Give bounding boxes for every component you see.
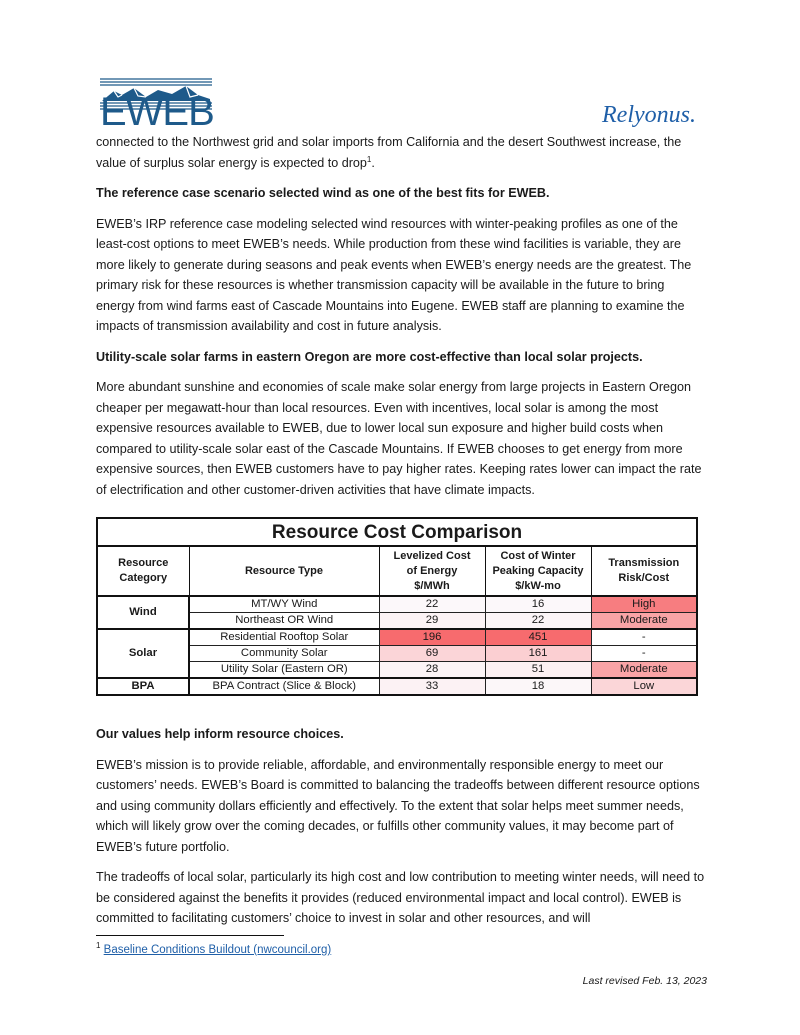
category-cell: Wind [97, 596, 189, 629]
header-category: Resource Category [97, 546, 189, 596]
section-paragraph-solar: More abundant sunshine and economies of scale make solar energy from large projects in Eastern Oregon cheaper per megawatt-hour than local resources. Even with incentives, local solar is among the most expensive resources available to EWEB, due to lower local sun exposure and higher build costs when compared to utility-scale solar east of the Cascade Mountains. If EWEB chooses to get energy from more expensive sources, then EWEB customers have to pay higher rates. Keeping rates lower can impact the rate of electrification and other customer-driven activities that have climate impacts. [96, 380, 702, 497]
section-heading-values: Our values help inform resource choices. [96, 727, 344, 741]
table-row [97, 629, 697, 646]
eweb-logo-text: EWEB [100, 90, 214, 134]
table-body [97, 596, 697, 695]
table-row [97, 596, 697, 613]
winter-capacity-cell: 16 [485, 596, 591, 613]
last-revised-footer: Last revised Feb. 13, 2023 [582, 975, 707, 987]
footnote-marker: 1 [96, 941, 101, 951]
lcoe-cell: 196 [379, 629, 485, 646]
lcoe-cell: 69 [379, 646, 485, 662]
winter-capacity-cell: 18 [485, 678, 591, 695]
lcoe-cell: 29 [379, 613, 485, 630]
resource-cost-table [96, 517, 698, 696]
winter-capacity-cell: 161 [485, 646, 591, 662]
resource-type-cell: BPA Contract (Slice & Block) [189, 678, 379, 695]
intro-paragraph: connected to the Northwest grid and solar imports from California and the desert Southwest increase, the value of surplus solar energy is expected to drop$^1$. [96, 135, 682, 170]
section-paragraph-values-1: EWEB’s mission is to provide reliable, affordable, and environmentally responsible energy to meet our customers’ needs. EWEB’s Board is committed to balancing the tradeoffs between different resource options and using community dollars efficiently and effectively. To the extent that solar helps meet summer needs, which will likely grow over the coming decades, or fulfills other community values, it may become part of EWEB’s future portfolio. [96, 757, 700, 854]
winter-capacity-cell: 51 [485, 662, 591, 679]
winter-capacity-cell: 22 [485, 613, 591, 630]
resource-cost-table-wrap [96, 517, 706, 696]
transmission-risk-cell: - [591, 646, 697, 662]
transmission-risk-cell: High [591, 596, 697, 613]
transmission-risk-cell: Low [591, 678, 697, 695]
table-title: Resource Cost Comparison [97, 518, 697, 546]
footnote-divider [96, 935, 284, 936]
transmission-risk-cell: Moderate [591, 662, 697, 679]
document-body [96, 132, 706, 939]
footnote-ref[interactable]: 1 [366, 154, 372, 164]
category-cell: Solar [97, 629, 189, 678]
footnote-link[interactable]: Baseline Conditions Buildout (nwcouncil.org) [103, 944, 332, 956]
resource-type-cell: Utility Solar (Eastern OR) [189, 662, 379, 679]
lcoe-cell: 22 [379, 596, 485, 613]
section-heading-solar: Utility-scale solar farms in eastern Oregon are more cost-effective than local solar projects. [96, 349, 643, 364]
winter-capacity-cell: 451 [485, 629, 591, 646]
resource-type-cell: Residential Rooftop Solar [189, 629, 379, 646]
resource-type-cell: MT/WY Wind [189, 596, 379, 613]
header-lcoe: Levelized Cost of Energy $/MWh [379, 546, 485, 596]
table-row [97, 678, 697, 695]
header-winter: Cost of Winter Peaking Capacity $/kW-mo [485, 546, 591, 596]
transmission-risk-cell: - [591, 629, 697, 646]
category-cell: BPA [97, 678, 189, 695]
tagline-rely-on-us: Relyonus. [602, 102, 696, 128]
footnote [96, 941, 332, 956]
section-paragraph-values-2: The tradeoffs of local solar, particularly its high cost and low contribution to meeting winter needs, will need to be considered against the benefits it provides (reduced environmental impact and local control). EWEB is committed to facilitating customers’ choice to invest in solar and other resources, and will [96, 870, 705, 925]
table-header-row [97, 546, 697, 596]
header-risk: Transmission Risk/Cost [591, 546, 697, 596]
section-paragraph-wind: EWEB’s IRP reference case modeling selected wind resources with winter-peaking profiles as one of the least-cost options to meet EWEB’s needs. While production from these wind facilities is variable, they are more likely to generate during seasons and peak events when EWEB’s energy needs are the greatest. The primary risk for these resources is whether transmission capacity will be available in the future to bring energy from wind farms east of Cascade Mountains into Eugene. EWEB staff are planning to examine the impacts of transmission availability and cost in future analysis. [96, 216, 692, 333]
transmission-risk-cell: Moderate [591, 613, 697, 630]
lcoe-cell: 28 [379, 662, 485, 679]
resource-type-cell: Northeast OR Wind [189, 613, 379, 630]
lcoe-cell: 33 [379, 678, 485, 695]
section-heading-wind: The reference case scenario selected wind as one of the best fits for EWEB. [96, 186, 550, 200]
header-type: Resource Type [189, 546, 379, 596]
resource-type-cell: Community Solar [189, 646, 379, 662]
